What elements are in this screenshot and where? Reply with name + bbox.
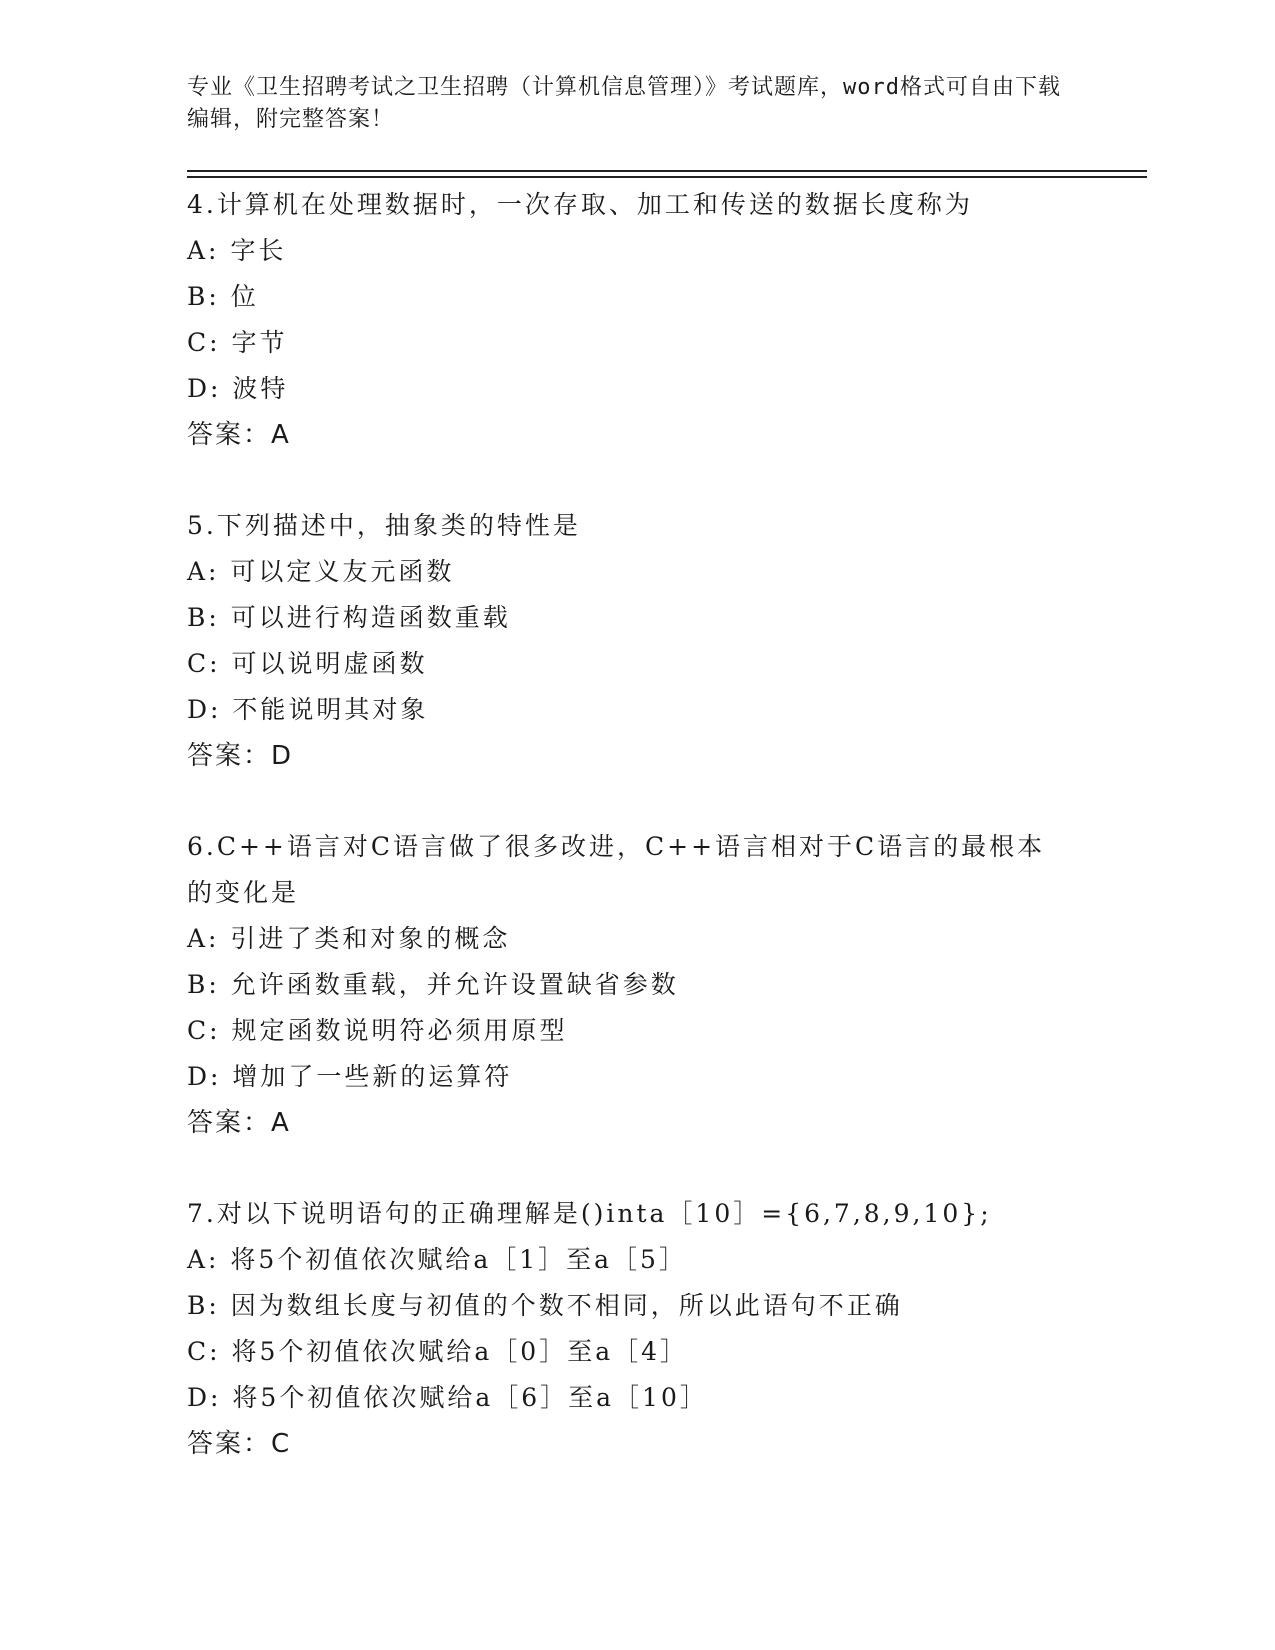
header-divider bbox=[187, 170, 1147, 178]
question-stem: 7.对以下说明语句的正确理解是()inta［10］={6,7,8,9,10}; bbox=[187, 1199, 992, 1228]
option-c: C: 规定函数说明符必须用原型 bbox=[187, 1016, 568, 1045]
divider-line-bottom bbox=[187, 176, 1147, 178]
option-d: D: 将5个初值依次赋给a［6］至a［10］ bbox=[187, 1383, 708, 1412]
option-c: C: 字节 bbox=[187, 328, 288, 357]
question-6 bbox=[187, 824, 1147, 1146]
option-b: B: 可以进行构造函数重载 bbox=[187, 603, 511, 632]
question-list bbox=[187, 182, 1147, 1467]
document-header: 专业《卫生招聘考试之卫生招聘（计算机信息管理）》考试题库，word格式可自由下载编辑，附完整答案！ bbox=[187, 75, 1061, 132]
option-b: B: 位 bbox=[187, 282, 259, 311]
answer-line: 答案：A bbox=[187, 420, 291, 450]
option-d: D: 波特 bbox=[187, 374, 289, 403]
option-a: A: 将5个初值依次赋给a［1］至a［5］ bbox=[187, 1245, 687, 1274]
answer-line: 答案：A bbox=[187, 1108, 291, 1138]
divider-line-top bbox=[187, 170, 1147, 172]
document-page bbox=[187, 72, 1147, 1512]
option-d: D: 不能说明其对象 bbox=[187, 695, 429, 724]
option-b: B: 允许函数重载，并允许设置缺省参数 bbox=[187, 970, 679, 999]
question-4 bbox=[187, 182, 1147, 458]
question-stem: 6.C++语言对C语言做了很多改进，C++语言相对于C语言的最根本的变化是 bbox=[187, 832, 1046, 907]
option-a: A: 引进了类和对象的概念 bbox=[187, 924, 511, 953]
option-a: A: 字长 bbox=[187, 236, 287, 265]
question-7 bbox=[187, 1191, 1147, 1467]
question-stem: 5.下列描述中，抽象类的特性是 bbox=[187, 511, 581, 540]
option-a: A: 可以定义友元函数 bbox=[187, 557, 455, 586]
answer-line: 答案：C bbox=[187, 1429, 292, 1459]
answer-line: 答案：D bbox=[187, 741, 294, 771]
option-c: C: 将5个初值依次赋给a［0］至a［4］ bbox=[187, 1337, 689, 1366]
option-d: D: 增加了一些新的运算符 bbox=[187, 1062, 513, 1091]
option-b: B: 因为数组长度与初值的个数不相同，所以此语句不正确 bbox=[187, 1291, 903, 1320]
option-c: C: 可以说明虚函数 bbox=[187, 649, 428, 678]
question-stem: 4.计算机在处理数据时，一次存取、加工和传送的数据长度称为 bbox=[187, 190, 973, 219]
question-5 bbox=[187, 503, 1147, 779]
